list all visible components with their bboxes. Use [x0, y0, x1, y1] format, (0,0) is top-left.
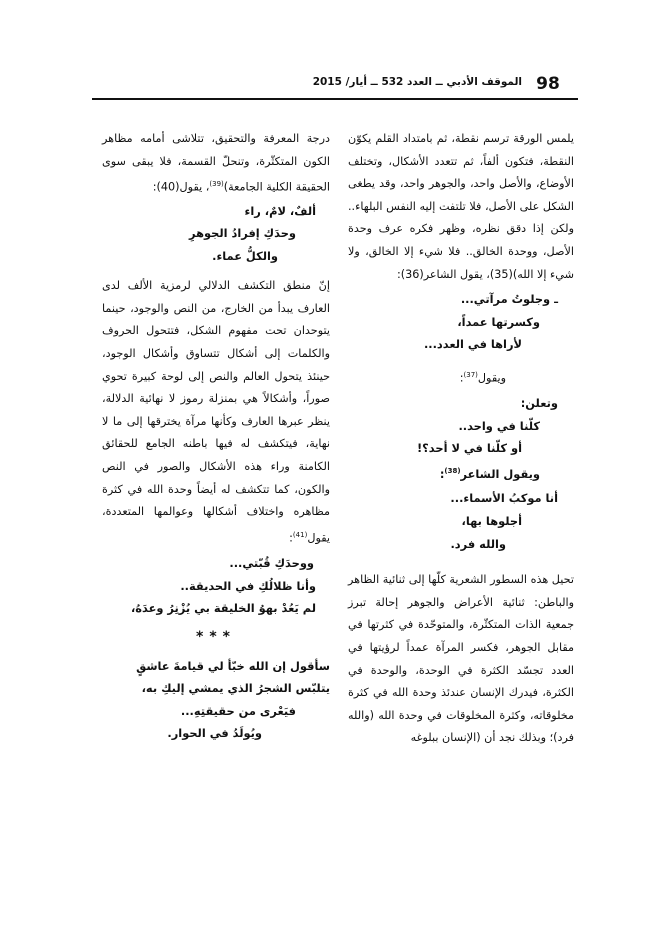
citation-line: ويقول$^{(37)}$:	[459, 370, 506, 385]
verse-line: لأراها في العدد...	[423, 337, 522, 352]
verse-line: أجلوها بها،	[461, 514, 522, 529]
running-title: الموقف الأدبي ــ العدد 532 ــ أيار/ 2015	[312, 76, 522, 88]
paragraph: إنّ منطق التكشف الدلالي لرمزية الألف لدى العارف يبدأ من الخارج، من النص والوجود، حينما يتوحدان تحت مفهوم الشكل، فتتحول الحروف والكلمات إلى أشكال تتساوق وأشكال الوجود، حينئذ يتحول العالم والنص إلى لوحة كبيرة تحوي صوراً، وأشكالاً هي بمنزلة رموز لا نهائية الدلالة، ينظر عبرها العارف وكأنها مرآة يخترقها إلى ما لا نهاية، فيتكشف له فيها باطنه الجامع للحقائق الكامنة وراء هذه الأشكال والصور في النص والكون، كما تتكشف له أيضاً وحدة الله في كثرة مظاهره واختلاف أشكالها وعوالمها المتعددة، يقول$^{(41)}$:	[102, 279, 330, 545]
verse-line: ـ وجلوتُ مرآتي...	[460, 292, 558, 307]
page-number: 98	[536, 74, 560, 94]
verse-line: كلّنا في واحد..	[458, 418, 540, 433]
paragraph: تحيل هذه السطور الشعرية كلّها إلى ثنائية الظاهر والباطن: ثنائية الأعراض والجوهر إحالة تبرز جمعية الذات المتكثّرة، والمتوحّدة في كثرتها في مقابل الجوهر، فكسر المرآة عمداً لرؤيتها في العدد تجسّد الكثرة في الوحدة، والوحدة في الكثرة، فيدرك الإنسان عندئذ وحدة الله في كثرة مخلوقاته، وكثرة المخلوقات في وحدة الله (والله فرد)؛ وبذلك نجد أن (الإنسان ببلوغه	[348, 573, 574, 745]
verse-line: وحدَكِ إفرادُ الجوهرِ	[189, 226, 296, 241]
right-column	[348, 128, 574, 750]
paragraph: درجة المعرفة والتحقيق، تتلاشى أمامه مظاهر الكون المتكثّرة، وتنحلّ القسمة، فلا يبقى سوى الحقيقة الكلية الجامعة)$^{(39)}$، يقول(40):	[102, 132, 330, 194]
footnote-ref: (38)	[444, 467, 461, 476]
verse-line: ألفٌ، لامٌ، راء	[244, 203, 316, 218]
verse-line: وتعلن:	[520, 396, 558, 411]
verse-line: أنا موكبُ الأسماء...	[450, 491, 558, 506]
left-column	[102, 128, 330, 745]
header-rule	[92, 98, 578, 100]
verse-line: والله فرد.	[450, 536, 506, 551]
footnote-ref: (39)	[209, 180, 224, 189]
verse-line: يتلبّس الشجرُ الذي يمشي إليكِ به،	[141, 681, 330, 696]
footnote-ref: (37)	[463, 370, 478, 379]
section-separator: ***	[196, 628, 236, 645]
verse-line: لم يَعُدْ بهوُ الخليقة بي يُزْنِرُ وعدَهُ،	[130, 601, 316, 616]
verse-line: وكسرتها عمداً،	[457, 314, 540, 329]
verse-line: ووحدَكِ قُبّتي...	[229, 556, 314, 571]
page-header	[0, 0, 661, 110]
verse-line: فيَعْرى من حقيقتِهِ...	[180, 703, 296, 718]
verse-line: سأقول إن الله خبّأ لي قيامةَ عاشقٍ	[136, 658, 330, 673]
citation-line: ويقول الشاعر$^{(38)}$:	[439, 466, 540, 481]
verse-line: أو كلّنا في لا أحد؟!	[416, 441, 522, 456]
paragraph: يلمس الورقة ترسم نقطة، ثم بامتداد القلم يكوّن النقطة، فتكون ألفاً، ثم تتعدد الأشكال، وتختلف الأوضاع، والأصل واحد، والجوهر واحد، وقد يطغى الشكل على الأصل، فلا تلتفت إليه النفس البلهاء.. ولكن إذا دقق نظره، وظهر فكره عرف وحدة الأصل، ووحدة الخالق.. فلا شيء إلا الخالق، ولا شيء إلا الله)(35)، يقول الشاعر(36):	[348, 132, 574, 281]
verse-line: وأنا ظلالُكِ في الحديقة..	[180, 578, 316, 593]
footnote-ref: (41)	[292, 530, 308, 539]
verse-line: ويُولَدُ في الحوار.	[167, 726, 262, 741]
verse-line: والكلُّ عماء.	[212, 248, 278, 263]
